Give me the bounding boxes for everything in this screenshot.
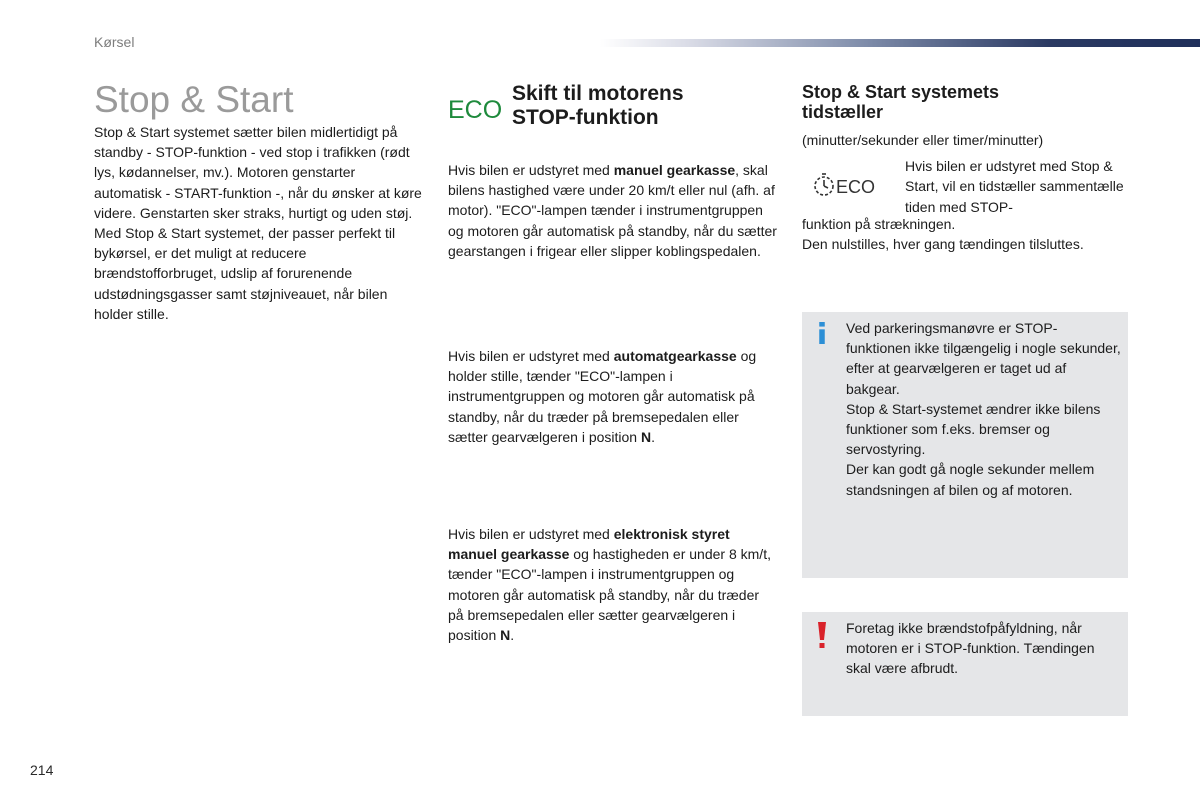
info-note-p3: Der kan godt gå nogle sekunder mellem standsningen af bilen og af motoren. [846,461,1095,498]
timer-row [802,156,1128,214]
warning-note [802,612,1128,716]
manual-pre: Hvis bilen er udstyret med [448,162,614,178]
column-timer [802,82,1128,722]
auto-bold: automatgearkasse [613,348,737,364]
auto-end: . [651,428,656,445]
timer-heading-line1: Stop & Start systemets [802,82,1000,102]
stop-function-heading [512,82,684,130]
warning-note-text: Foretag ikke brændstofpåfyldning, når motoren er i STOP-funktion. Tændingen skal være afbrudt. [846,620,1095,677]
eco-indicator-icon [448,94,502,124]
timer-text: Hvis bilen er udstyret med Stop & Start, vil en tidstæller sammentælle tiden med STOP- [905,158,1124,215]
eco-timer-icon [812,170,884,200]
elec-gear: N [500,627,511,644]
info-note-text [846,318,1121,500]
auto-pre: Hvis bilen er udstyret med [448,348,614,364]
column-intro [94,80,424,324]
heading-line2: STOP-funktion [512,106,659,129]
heading-line1: Skift til motorens [512,82,684,105]
eco-icon-text: ECO [448,96,502,124]
timer-text-continued: funktion på strækningen. [802,216,956,233]
column-stop-function [448,82,778,682]
manual-bold: manuel gearkasse [613,162,736,178]
header-bar [600,39,1200,47]
auto-mid: og holder stille, tænder "ECO"-lampen i instrumentgruppen og motoren går automatisk på standby, når du træder på bremsepedalen eller sætter gearvælgeren i position [448,348,757,445]
electronic-gearbox-paragraph [448,524,778,645]
manual-post: , skal bilens hastighed være under 20 km/t eller nul (afh. af motor). "ECO"-lampen tænder i instrumentgruppen og motoren går automatisk på standby, når du sætter gearstangen i frigear eller slipper koblingspedalen. [448,162,777,259]
info-note [802,312,1128,578]
auto-gear: N [641,428,652,445]
manual-gearbox-paragraph [448,160,778,261]
elec-bold: elektronisk styret manuel gearkasse [448,526,730,563]
page-number: 214 [30,762,54,778]
elec-pre: Hvis bilen er udstyret med [448,526,614,542]
section-label: Kørsel [94,34,135,50]
warning-icon [816,622,828,648]
timer-heading-line2: tidstæller [802,102,884,122]
info-note-p1: Ved parkeringsmanøvre er STOP-funktionen ikke tilgængelig i nogle sekunder, efter at gearvælgeren er taget ud af bakgear. [846,320,1121,397]
info-note-p2: Stop & Start-systemet ændrer ikke bilens funktioner som f.eks. bremser og servostyring. [846,400,1101,458]
timer-icon-text: ECO [836,177,876,198]
benefit-paragraph: Med Stop & Start systemet, der passer perfekt til bykørsel, er det muligt at reducere brændstofforbruget, udslip af forurenende udstødningsgasser samt støjniveauet, når bilen holder stille. [94,225,396,322]
info-icon [816,322,828,344]
intro-paragraph: Stop & Start systemet sætter bilen midlertidigt på standby - STOP-funktion - ved stop i trafikken (rødt lys, kødannelser, mv.). Motoren genstarter automatisk - START-funktion -, når du ønsker at køre videre. Genstarten sker straks, hurtigt og uden støj. [94,124,422,221]
page-title: Stop & Start [94,79,294,120]
automatic-gearbox-paragraph [448,346,778,447]
timer-subtitle: (minutter/sekunder eller timer/minutter) [802,132,1044,148]
elec-mid: og hastigheden er under 8 km/t, tænder "ECO"-lampen i instrumentgruppen og motoren går automatisk på standby, når du træder på bremsepedalen eller sætter gearvælgeren i position [448,546,771,644]
timer-reset-text: Den nulstilles, hver gang tændingen tilsluttes. [802,236,1084,253]
stop-function-title-row [448,82,778,130]
elec-end: . [510,627,515,644]
